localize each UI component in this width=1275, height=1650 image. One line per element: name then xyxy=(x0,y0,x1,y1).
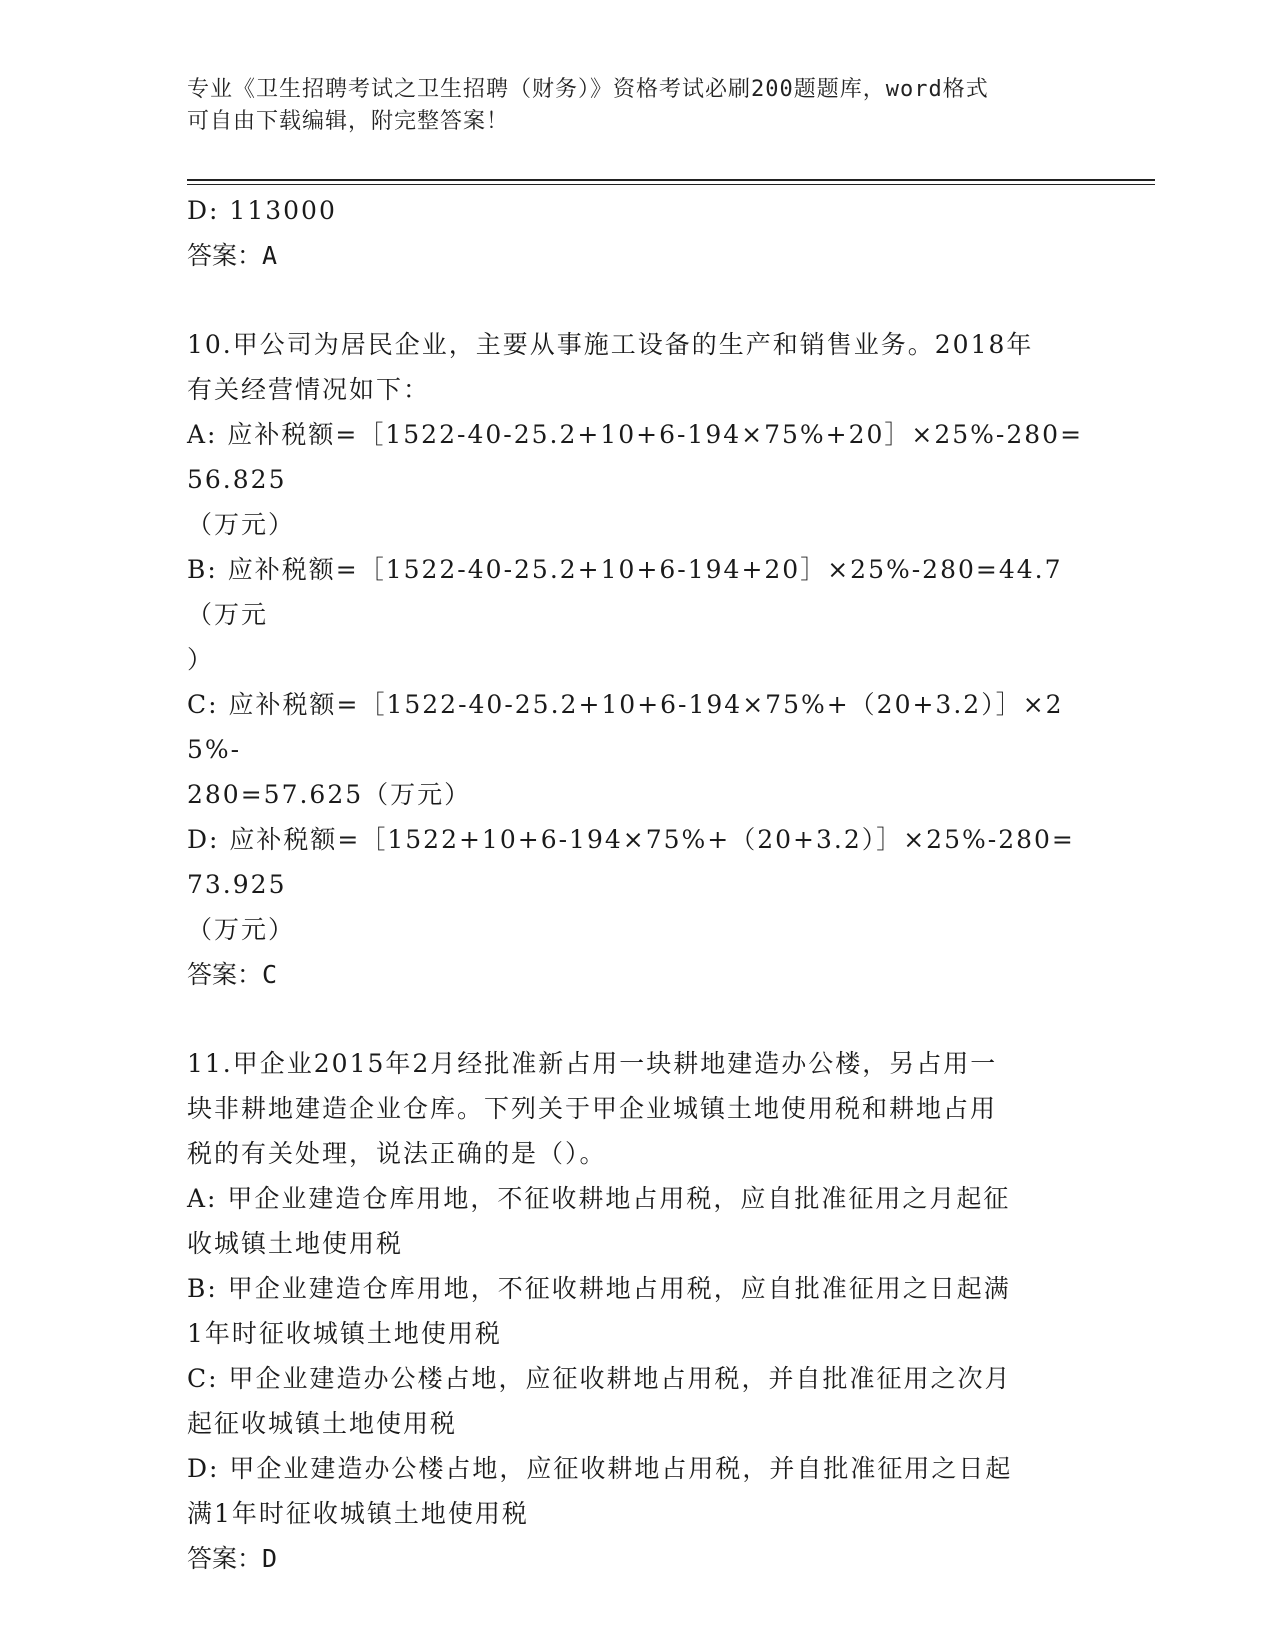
header-rule-thin xyxy=(187,184,1155,185)
option-d-cont: 满1年时征收城镇土地使用税 xyxy=(187,1499,529,1528)
option-a-cont: 收城镇土地使用税 xyxy=(187,1229,404,1258)
option-d-cont: （万元） xyxy=(187,915,296,944)
option-b: B: 甲企业建造仓库用地，不征收耕地占用税，应自批准征用之日起满 xyxy=(187,1274,1011,1303)
option-d: D: 113000 xyxy=(187,196,337,225)
answer-line: 答案：D xyxy=(187,1544,278,1573)
option-c: C: 应补税额=［1522-40-25.2+10+6-194×75%+（20+3.2）］×25%- xyxy=(187,690,1064,764)
option-a: A: 甲企业建造仓库用地，不征收耕地占用税，应自批准征用之月起征 xyxy=(187,1184,1011,1213)
option-b-cont: ） xyxy=(187,645,215,674)
option-c-cont: 起征收城镇土地使用税 xyxy=(187,1409,458,1438)
question-stem-cont: 块非耕地建造企业仓库。下列关于甲企业城镇土地使用税和耕地占用 xyxy=(187,1094,998,1123)
option-a: A: 应补税额=［1522-40-25.2+10+6-194×75%+20］×25%-280=56.825 xyxy=(187,420,1084,494)
header-rule-thick xyxy=(187,179,1155,181)
question-stem-cont: 税的有关处理，说法正确的是（）。 xyxy=(187,1139,607,1168)
spacer xyxy=(187,997,1087,1041)
page-header xyxy=(187,74,1067,138)
option-d: D: 甲企业建造办公楼占地，应征收耕地占用税，并自批准征用之日起 xyxy=(187,1454,1013,1483)
header-line-2: 可自由下载编辑，附完整答案！ xyxy=(187,109,510,134)
option-d: D: 应补税额=［1522+10+6-194×75%+（20+3.2）］×25%-280=73.925 xyxy=(187,825,1075,899)
header-line-1: 专业《卫生招聘考试之卫生招聘（财务）》资格考试必刷200题题库，word格式 xyxy=(187,77,989,102)
option-b-cont: 1年时征收城镇土地使用税 xyxy=(187,1319,502,1348)
question-11 xyxy=(187,1041,1087,1581)
answer-line: 答案：A xyxy=(187,241,278,270)
question-stem-cont: 有关经营情况如下： xyxy=(187,375,431,404)
question-stem: 11.甲企业2015年2月经批准新占用一块耕地建造办公楼，另占用一 xyxy=(187,1049,998,1078)
previous-question-tail xyxy=(187,188,1087,278)
document-body xyxy=(187,188,1087,1581)
answer-line: 答案：C xyxy=(187,960,278,989)
option-b: B: 应补税额=［1522-40-25.2+10+6-194+20］×25%-280=44.7（万元 xyxy=(187,555,1063,629)
option-c-cont: 280=57.625（万元） xyxy=(187,780,472,809)
question-stem: 10.甲公司为居民企业，主要从事施工设备的生产和销售业务。2018年 xyxy=(187,330,1034,359)
spacer xyxy=(187,278,1087,322)
option-c: C: 甲企业建造办公楼占地，应征收耕地占用税，并自批准征用之次月 xyxy=(187,1364,1012,1393)
question-10 xyxy=(187,322,1087,997)
option-a-cont: （万元） xyxy=(187,510,296,539)
